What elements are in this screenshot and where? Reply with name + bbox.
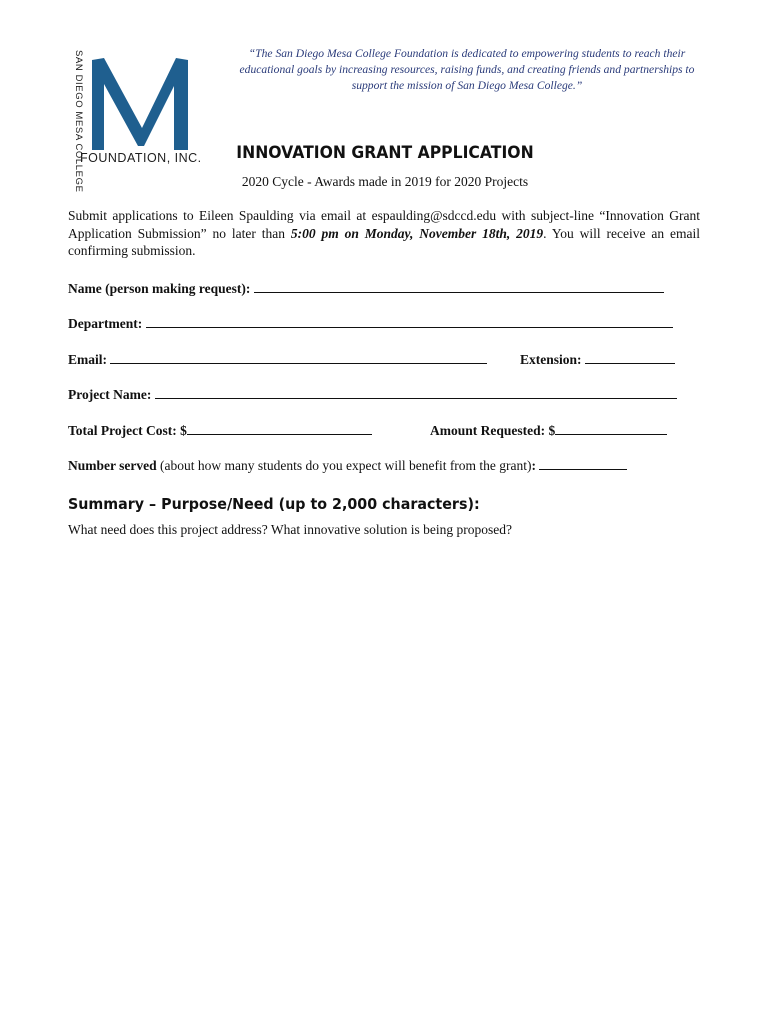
- department-row: [68, 315, 673, 332]
- logo-subtitle: FOUNDATION, INC.: [80, 151, 202, 165]
- total-cost-row: [68, 422, 372, 439]
- amount-requested-field[interactable]: [555, 422, 667, 435]
- email-label: Email:: [68, 352, 107, 367]
- cycle-subtitle: 2020 Cycle - Awards made in 2019 for 2020 Projects: [241, 174, 529, 189]
- name-row: [68, 280, 664, 297]
- number-served-note: (about how many students do you expect will benefit from the grant): [156, 458, 532, 473]
- submission-instructions: [68, 207, 700, 260]
- submit-deadline: 5:00 pm on Monday, November 18th, 2019: [290, 225, 544, 241]
- summary-heading: Summary – Purpose/Need (up to 2,000 characters):: [68, 495, 480, 513]
- email-field[interactable]: [110, 351, 487, 364]
- project-name-row: [68, 386, 677, 403]
- amount-requested-row: [430, 422, 667, 439]
- total-cost-label: Total Project Cost: $: [68, 423, 187, 438]
- total-cost-field[interactable]: [187, 422, 372, 435]
- page-title: INNOVATION GRANT APPLICATION: [236, 143, 534, 163]
- logo-m-icon: [90, 54, 190, 150]
- amount-requested-label: Amount Requested: $: [430, 423, 556, 438]
- submit-prefix: Submit applications to Eileen Spaulding via email at espaulding@sdccd.edu with subject-line “Innovation Grant Application Submission” no later than: [68, 208, 700, 241]
- logo-vertical-text: SAN DIEGO MESA COLLEGE: [73, 50, 84, 193]
- mission-statement: “The San Diego Mesa College Foundation is dedicated to empowering students to reach their educational goals by increasing resources, raising funds, and creating friends and partnerships to support the mission of San Diego Mesa College.”: [239, 47, 695, 92]
- department-label: Department:: [68, 316, 143, 331]
- department-field[interactable]: [146, 315, 673, 328]
- number-served-row: [68, 457, 627, 474]
- summary-question: What need does this project address? What innovative solution is being proposed?: [68, 522, 513, 537]
- number-served-field[interactable]: [539, 457, 627, 470]
- extension-field[interactable]: [585, 351, 675, 364]
- submit-suffix: . You will receive an email confirming submission.: [68, 225, 700, 258]
- email-row: [68, 351, 487, 368]
- name-field[interactable]: [254, 280, 664, 293]
- number-served-label: Number served: [68, 458, 157, 473]
- project-name-field[interactable]: [155, 386, 677, 399]
- number-served-colon: :: [531, 458, 537, 473]
- project-name-label: Project Name:: [68, 387, 152, 402]
- extension-row: [520, 351, 675, 368]
- extension-label: Extension:: [520, 352, 582, 367]
- name-label: Name (person making request):: [68, 281, 251, 296]
